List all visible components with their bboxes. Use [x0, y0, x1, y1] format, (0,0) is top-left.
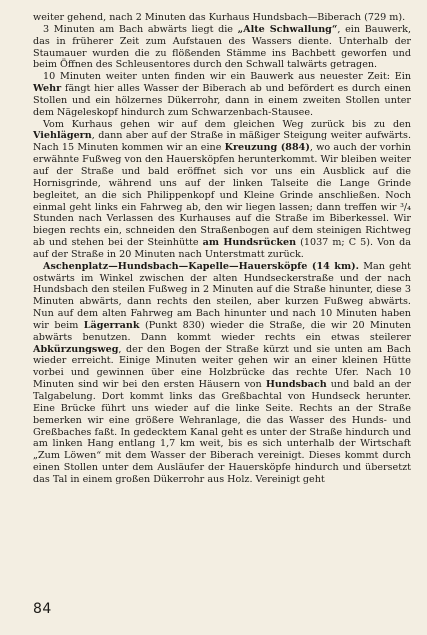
page-number: 84 [33, 601, 52, 617]
bold-term: Kreuzung (884) [224, 142, 310, 154]
bold-term: Hundsbach [265, 379, 327, 391]
text-run: 10 Minuten weiter unten finden wir ein Bauwerk aus neuester Zeit: Ein [43, 71, 411, 83]
text-run: weiter gehend, nach 2 Minuten das Kurhaus Hundsbach—Biberach (729 m). [33, 12, 406, 23]
bold-term: Viehlägern [33, 130, 92, 142]
text-run: (Punkt 830) wieder die Straße, die wir 20 Minuten abwärts benutzen. Dann kommt wieder rechts ein etwas steilerer [33, 319, 412, 343]
paragraph [33, 12, 411, 24]
bold-term: „Alte Schwallung“ [237, 23, 338, 35]
bold-term: Abkürzungsweg [33, 343, 119, 355]
text-run: 3 Minuten am Bach abwärts liegt die [43, 23, 238, 35]
bold-term: Aschenplatz—Hundsbach—Kapelle—Hauersköpfe (14 km). [43, 260, 359, 272]
text-run: , wo auch der vorhin erwähnte Fußweg von den Hauersköpfen herunterkommt. Wir bleiben weiter auf der Straße und bald eröffnet sich vor uns ein Ausblick auf die Hornisgrinde, während uns auf der linken Talseite die Lange Grinde begleitet, an die sich Philippenkopf und Kleine Grinde anschließen. Noch einmal geht links ein Fahrweg ab, den wir liegen lassen; dann treffen wir ³/₄ Stunden nach Verlassen des Kurhauses auf die Straße im Biberkessel. Wir biegen rechts ein, schneiden den Straßenbogen auf dem steinigen Richtweg ab und stehen bei der Steinhütte [33, 142, 411, 249]
text-run: , ein Bauwerk, das in früherer Zeit zum Aufstauen des Wassers diente. Unterhalb der Staumauer wurden die zu flößenden Stämme ins Bachbett geworfen und beim Öffnen des Schleusentores durch den Schwall talwärts getragen. [33, 23, 411, 71]
text-run: Vom Kurhaus gehen wir auf dem gleichen Weg zurück bis zu den [43, 118, 411, 130]
paragraph [33, 119, 411, 261]
paragraph [33, 261, 411, 486]
body-text [33, 12, 411, 486]
paragraph [33, 71, 411, 118]
bold-term: Wehr [33, 83, 62, 95]
paragraph [33, 24, 411, 71]
text-run: und bald an der Talgabelung. Dort kommt links das Greßbachtal von Hundseck herunter. Eine Brücke führt uns wieder auf die linke Seite. Rechts an der Straße bemerken wir eine größere Wehranlage, die das Wasser des Hunds- und Greßbaches faßt. In gedecktem Kanal geht es unter der Straße hindurch und am linken Hang entlang 1,7 km weit, bis es sich unterhalb der Wirtschaft „Zum Löwen“ mit dem Wasser der Biberach vereinigt. Dieses kommt durch einen Stollen unter dem Ausläufer der Hauersköpfe hindurch und übersetzt das Tal in einem großen Dükerrohr aus Holz. Vereinigt geht [33, 379, 411, 485]
text-run: , der den Bogen der Straße kürzt und sie unten am Bach wieder erreicht. Einige Minuten weiter gehen wir an einer kleinen Hütte vorbei und gewinnen über eine Holzbrücke das rechte Ufer. Nach 10 Minuten sind wir bei den ersten Häusern von [33, 343, 411, 391]
text-run: fängt hier alles Wasser der Biberach ab und befördert es durch einen Stollen und ein hölzernes Dükerrohr, dann in einem zweiten Stollen unter dem Nägeleskopf hindurch zum Schwarzenbach-Stausee. [33, 83, 411, 118]
bold-term: Lägerrank [83, 319, 140, 331]
text-run: Man geht ostwärts im Winkel zwischen der alten Hundseckerstraße und der nach Hundsbach den steilen Fußweg in 2 Minuten auf die Straße hinunter, diese 3 Minuten abwärts, dann rechts den steilen, aber kurzen Fußweg abwärts. Nun auf dem alten Fahrweg am Bach hinunter und nach 10 Minuten haben wir beim [33, 260, 411, 331]
bold-term: am Hundsrücken [202, 237, 297, 249]
text-run: (1037 m; C 5). Von da auf der Straße in 20 Minuten nach Unterstmatt zurück. [33, 237, 412, 260]
text-run: , dann aber auf der Straße in mäßiger Steigung weiter aufwärts. Nach 15 Minuten kommen wir an eine [33, 130, 411, 154]
